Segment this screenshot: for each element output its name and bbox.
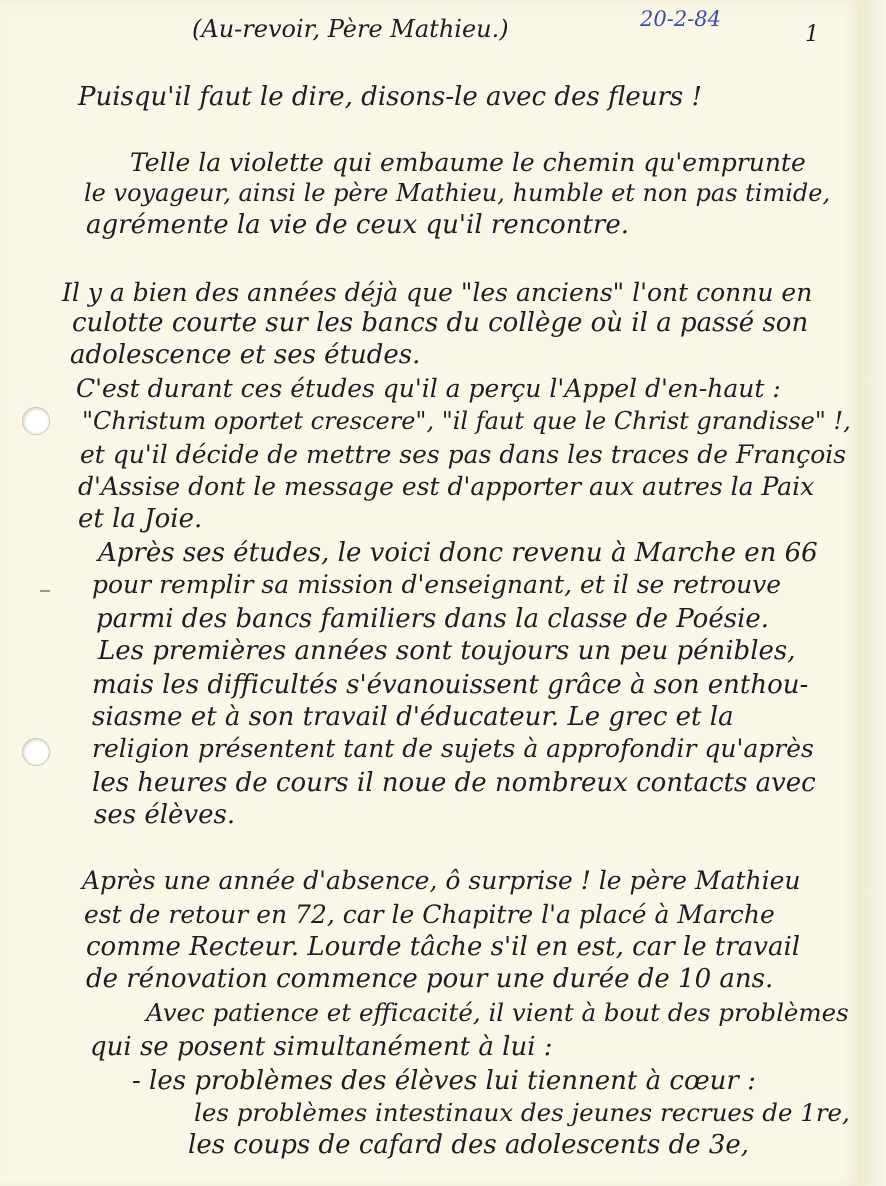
text-line: les heures de cours il noue de nombreux contacts avec [92,768,816,798]
text-line: Après ses études, le voici donc revenu à Marche en 66 [98,538,818,568]
text-line: C'est durant ces études qu'il a perçu l'Appel d'en-haut : [76,374,781,403]
punch-hole [22,407,50,435]
text-line: adolescence et ses études. [70,340,421,370]
text-line: le voyageur, ainsi le père Mathieu, humble et non pas timide, [84,179,831,207]
page-number: 1 [805,22,819,47]
text-line: agrémente la vie de ceux qu'il rencontre. [86,210,629,240]
letter-date: 20-2-84 [640,7,721,31]
text-line: est de retour en 72, car le Chapitre l'a placé à Marche [84,900,775,929]
text-line: Il y a bien des années déjà que "les anciens" l'ont connu en [62,278,813,307]
text-line: Avec patience et efficacité, il vient à bout des problèmes [146,998,849,1027]
text-line: siasme et à son travail d'éducateur. Le grec et la [92,702,734,732]
text-line: et qu'il décide de mettre ses pas dans les traces de François [80,440,847,469]
letter-title: (Au-revoir, Père Mathieu.) [192,15,509,43]
text-line: Après une année d'absence, ô surprise ! le père Mathieu [82,866,801,895]
text-line: d'Assise dont le message est d'apporter aux autres la Paix [78,472,815,501]
text-line: comme Recteur. Lourde tâche s'il en est, car le travail [86,932,801,962]
text-line: ses élèves. [94,800,236,830]
text-line: de rénovation commence pour une durée de 10 ans. [86,964,774,994]
text-line: religion présentent tant de sujets à approfondir qu'après [92,734,814,763]
text-line: les coups de cafard des adolescents de 3e, [188,1130,750,1160]
text-line: qui se posent simultanément à lui : [90,1032,553,1062]
text-line: culotte courte sur les bancs du collège où il a passé son [72,308,809,338]
text-line: parmi des bancs familiers dans la classe de Poésie. [96,604,770,634]
text-line: pour remplir sa mission d'enseignant, et il se retrouve [92,570,782,599]
margin-mark [40,590,50,592]
text-line: Telle la violette qui embaume le chemin qu'emprunte [130,148,806,177]
text-line: Puisqu'il faut le dire, disons-le avec des fleurs ! [78,82,702,112]
punch-hole [22,738,50,766]
text-line: "Christum oportet crescere", "il faut que le Christ grandisse" !, [82,407,851,435]
text-line: - les problèmes des élèves lui tiennent à cœur : [132,1066,756,1096]
text-line: Les premières années sont toujours un peu pénibles, [98,636,796,666]
text-line: mais les difficultés s'évanouissent grâce à son enthou- [92,670,809,700]
page-edge [858,0,886,1186]
text-line: les problèmes intestinaux des jeunes recrues de 1re, [194,1098,850,1127]
text-line: et la Joie. [78,504,203,534]
